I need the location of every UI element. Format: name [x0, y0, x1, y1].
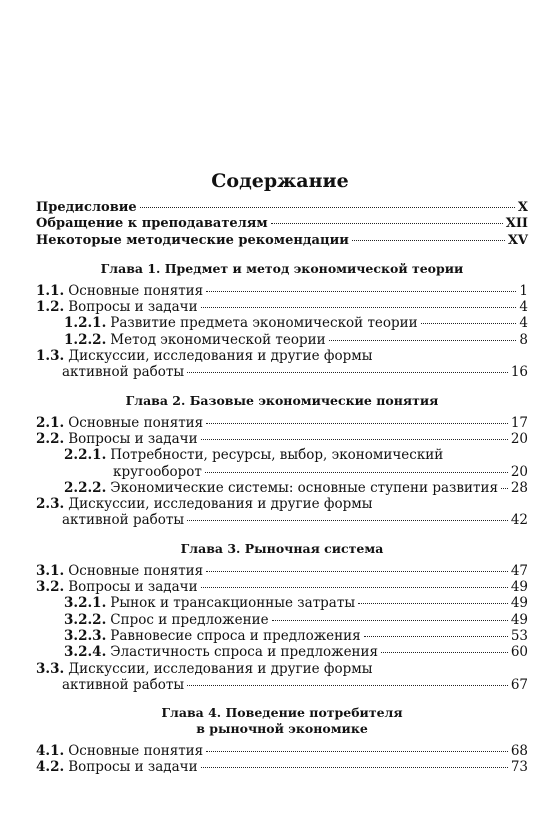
entry-page: 16	[510, 364, 528, 381]
entry-page: 49	[510, 595, 528, 612]
entry-label: Равновесие спроса и предложения	[110, 627, 361, 644]
entry-label: Некоторые методические рекомендации	[36, 232, 349, 248]
entry-label-continued: активной работы	[62, 364, 185, 381]
toc-entry[interactable]	[36, 563, 528, 579]
leader-dots	[206, 423, 508, 424]
toc-entry[interactable]	[36, 743, 528, 759]
entry-number: 3.2.1.	[64, 595, 107, 612]
leader-dots	[364, 636, 508, 637]
leader-dots	[187, 520, 508, 521]
toc-entry[interactable]	[36, 283, 528, 299]
entry-page: 4	[519, 315, 528, 332]
toc-subentry-continuation[interactable]	[36, 464, 528, 480]
toc-entry-continuation[interactable]	[36, 364, 528, 380]
entry-page: 20	[510, 430, 528, 447]
chapter-heading: Глава 2. Базовые экономические понятия	[125, 392, 439, 408]
toc-subentry[interactable]	[36, 315, 528, 331]
leader-dots	[206, 291, 516, 292]
toc-entry[interactable]	[36, 415, 528, 431]
leader-dots	[205, 472, 508, 473]
leader-dots	[421, 323, 517, 324]
entry-page: 73	[510, 759, 528, 776]
entry-label: Дискуссии, исследования и другие формы	[68, 660, 373, 677]
leader-dots	[201, 587, 508, 588]
entry-label: Обращение к преподавателям	[36, 216, 268, 232]
entry-label: Основные понятия	[68, 562, 204, 579]
leader-dots	[140, 207, 515, 208]
entry-number: 1.2.2.	[64, 331, 107, 348]
entry-page: 1	[519, 282, 528, 299]
entry-page: 42	[510, 512, 528, 529]
entry-page: 67	[510, 676, 528, 693]
entry-label: Основные понятия	[68, 282, 204, 299]
entry-page: 28	[510, 479, 528, 496]
leader-dots	[206, 751, 508, 752]
leader-dots	[352, 240, 505, 241]
toc-entry-preface[interactable]	[36, 200, 528, 216]
toc-entry-continuation[interactable]	[36, 677, 528, 693]
entry-page: X	[517, 200, 528, 215]
toc-entry[interactable]	[36, 431, 528, 447]
toc-subentry[interactable]	[36, 480, 528, 496]
chapter-heading: Глава 1. Предмет и метод экономической теории	[100, 260, 464, 276]
entry-label: Вопросы и задачи	[68, 299, 198, 316]
entry-label: Дискуссии, исследования и другие формы	[68, 496, 373, 513]
leader-dots	[201, 767, 508, 768]
entry-label-continued: активной работы	[62, 676, 185, 693]
chapter-heading: Глава 3. Рыночная система	[180, 540, 384, 556]
leader-dots	[201, 439, 508, 440]
leader-dots	[272, 620, 508, 621]
entry-label: Развитие предмета экономической теории	[110, 315, 418, 332]
entry-number: 3.2.2.	[64, 611, 107, 628]
entry-label: Эластичность спроса и предложения	[110, 644, 379, 661]
entry-label-continued: активной работы	[62, 512, 185, 529]
entry-page: 4	[519, 299, 528, 316]
toc-subentry[interactable]	[36, 595, 528, 611]
entry-number: 4.1.	[36, 743, 65, 760]
entry-page: 47	[510, 562, 528, 579]
toc-subentry[interactable]	[36, 447, 528, 463]
toc-entry[interactable]	[36, 579, 528, 595]
entry-number: 2.2.2.	[64, 479, 107, 496]
leader-dots	[206, 571, 508, 572]
toc-entry[interactable]	[36, 348, 528, 364]
entry-label: Предисловие	[36, 200, 137, 215]
entry-label: Вопросы и задачи	[68, 759, 198, 776]
entry-label: Рынок и трансакционные затраты	[110, 595, 356, 612]
chapter-heading: Глава 4. Поведение потребителя в рыночной экономике	[161, 705, 403, 737]
toc-entry-continuation[interactable]	[36, 512, 528, 528]
toc-entry-address-to-teachers[interactable]	[36, 216, 528, 232]
entry-label: Метод экономической теории	[110, 331, 326, 348]
entry-label: Спрос и предложение	[110, 611, 269, 628]
toc-entry[interactable]	[36, 496, 528, 512]
entry-page: 8	[519, 331, 528, 348]
toc-entry[interactable]	[36, 661, 528, 677]
entry-page: 17	[510, 414, 528, 431]
toc-subentry[interactable]	[36, 644, 528, 660]
entry-number: 1.3.	[36, 348, 65, 365]
entry-number: 1.2.	[36, 299, 65, 316]
entry-label: Основные понятия	[68, 414, 204, 431]
leader-dots	[187, 372, 508, 373]
entry-number: 3.2.4.	[64, 644, 107, 661]
leader-dots	[358, 603, 508, 604]
leader-dots	[329, 340, 517, 341]
entry-label: Основные понятия	[68, 743, 204, 760]
entry-number: 1.2.1.	[64, 315, 107, 332]
entry-page: 20	[510, 463, 528, 480]
leader-dots	[501, 488, 508, 489]
entry-label-continued: кругооборот	[113, 463, 202, 480]
entry-label: Дискуссии, исследования и другие формы	[68, 348, 373, 365]
entry-number: 3.3.	[36, 660, 65, 677]
leader-dots	[187, 685, 508, 686]
entry-number: 3.1.	[36, 562, 65, 579]
page-title: Содержание	[211, 170, 349, 192]
entry-label: Экономические системы: основные ступени развития	[110, 479, 498, 496]
entry-page: XV	[507, 232, 528, 248]
toc-subentry[interactable]	[36, 628, 528, 644]
entry-page: 68	[510, 743, 528, 760]
table-of-contents	[36, 200, 528, 776]
entry-label: Потребности, ресурсы, выбор, экономический	[110, 447, 444, 464]
leader-dots	[201, 307, 517, 308]
toc-entry[interactable]	[36, 759, 528, 775]
entry-number: 2.2.	[36, 430, 65, 447]
entry-page: 49	[510, 579, 528, 596]
entry-label: Вопросы и задачи	[68, 430, 198, 447]
entry-number: 3.2.	[36, 579, 65, 596]
entry-number: 3.2.3.	[64, 627, 107, 644]
leader-dots	[271, 223, 503, 224]
entry-label: Вопросы и задачи	[68, 579, 198, 596]
toc-entry-method-recommendations[interactable]	[36, 233, 528, 249]
toc-subentry[interactable]	[36, 332, 528, 348]
leader-dots	[381, 652, 508, 653]
toc-entry[interactable]	[36, 299, 528, 315]
entry-number: 1.1.	[36, 282, 65, 299]
entry-page: 49	[510, 611, 528, 628]
entry-number: 4.2.	[36, 759, 65, 776]
toc-subentry[interactable]	[36, 612, 528, 628]
entry-number: 2.3.	[36, 496, 65, 513]
entry-number: 2.1.	[36, 414, 65, 431]
entry-page: XII	[505, 216, 528, 232]
entry-page: 60	[510, 644, 528, 661]
entry-page: 53	[510, 627, 528, 644]
entry-number: 2.2.1.	[64, 447, 107, 464]
